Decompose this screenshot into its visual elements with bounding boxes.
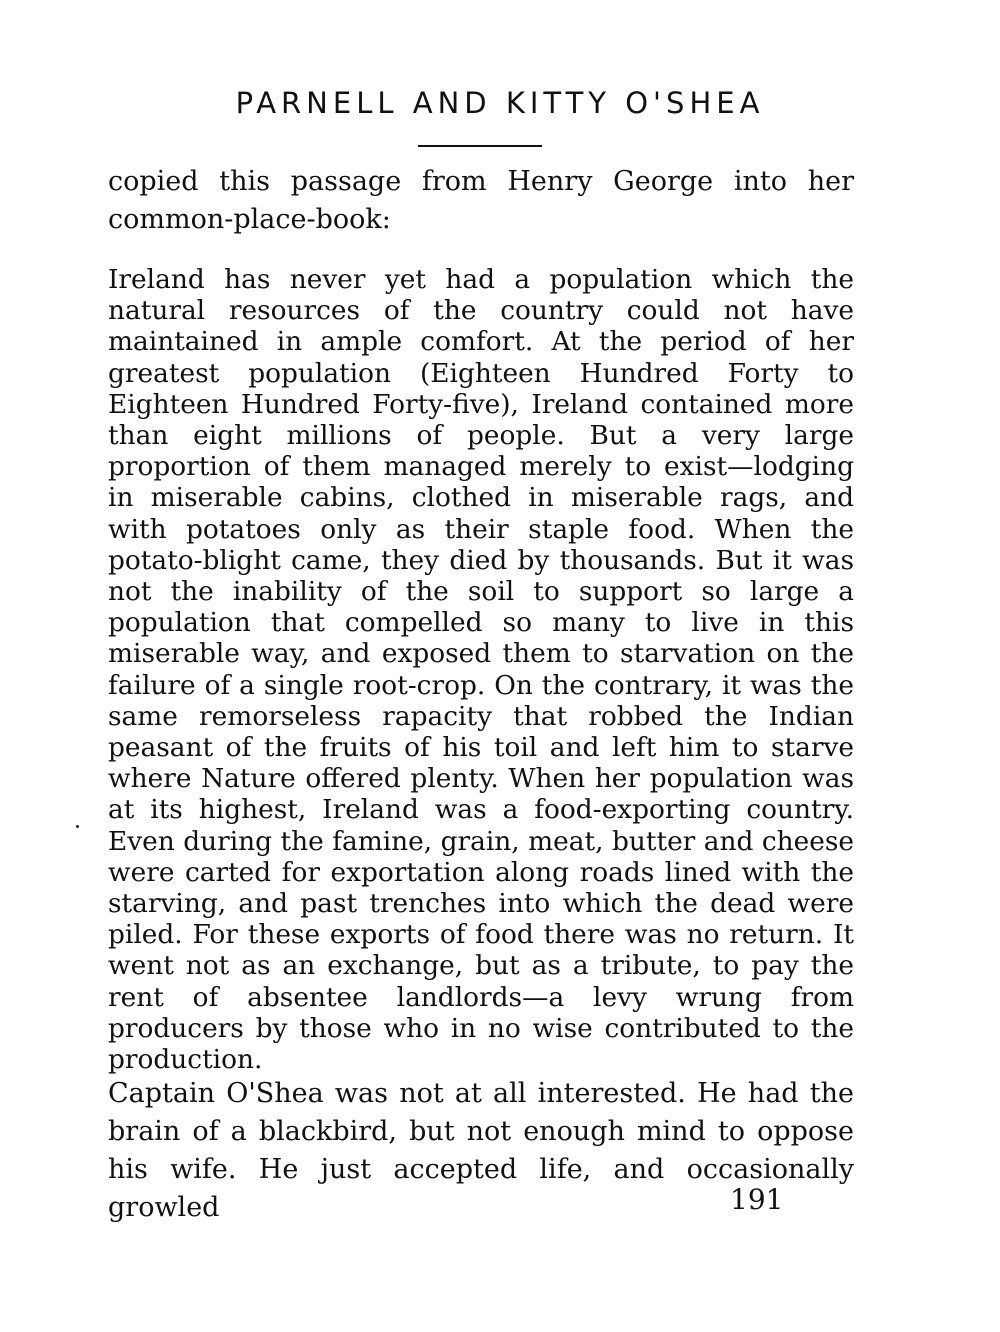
head-rule (418, 145, 542, 147)
running-head: PARNELL AND KITTY O'SHEA (235, 86, 765, 120)
page-number: 191 (730, 1183, 784, 1216)
closing-paragraph: Captain O'Shea was not at all interested. He had the brain of a blackbird, but not enough mind to oppose his wife. He just accepted life, and occasionally growled (108, 1078, 854, 1223)
intro-paragraph: copied this passage from Henry George into her common-place-book: (108, 166, 854, 235)
stray-ink-mark (76, 825, 79, 828)
quoted-passage: Ireland has never yet had a population which the natural resources of the country could not have maintained in ample comfort. At the period of her greatest population (Eighteen Hundred Forty to Eighteen Hundred Forty-five), Ireland contained more than eight millions of people. But a very large proportion of them managed merely to exist—lodging in miserable cabins, clothed in miserable rags, and with potatoes only as their staple food. When the potato-blight came, they died by thousands. But it was not the inability of the soil to support so large a population that compelled so many to live in this miserable way, and exposed them to starvation on the failure of a single root-crop. On the contrary, it was the same remorseless rapacity that robbed the Indian peasant of the fruits of his toil and left him to starve where Nature offered plenty. When her population was at its highest, Ireland was a food-exporting country. Even during the famine, grain, meat, butter and cheese were carted for exportation along roads lined with the starving, and past trenches into which the dead were piled. For these exports of food there was no return. It went not as an exchange, but as a tribute, to pay the rent of absentee landlords—a levy wrung from producers by those who in no wise contributed to the production. (108, 264, 854, 1076)
